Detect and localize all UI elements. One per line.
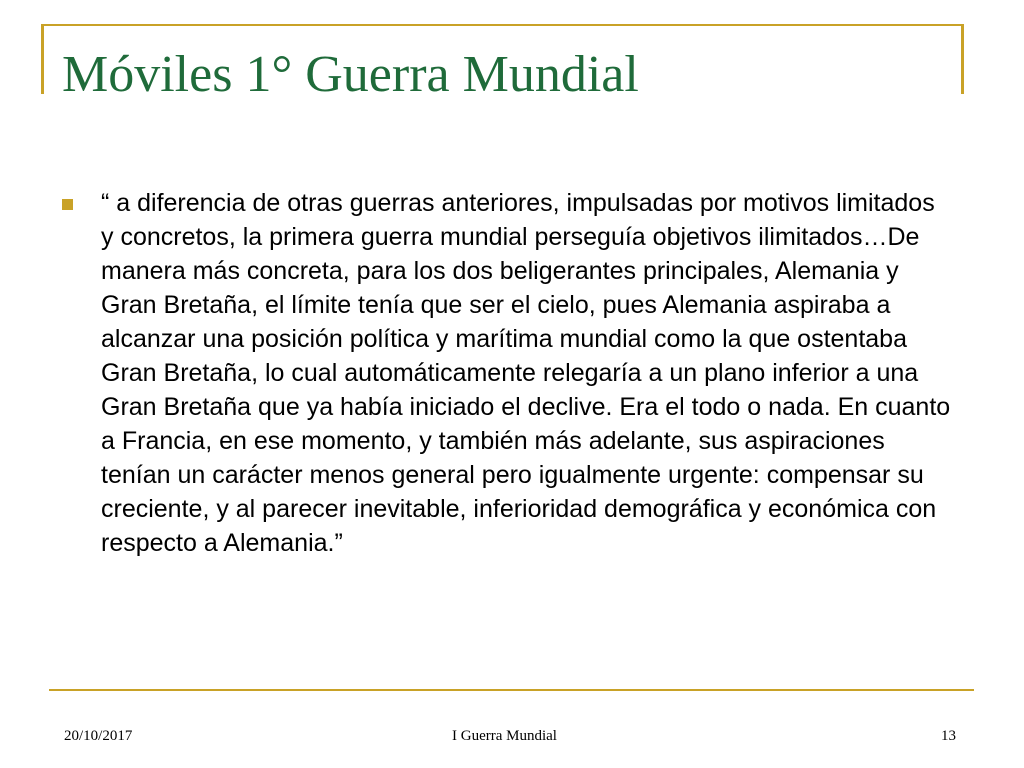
- square-bullet-icon: [62, 199, 73, 210]
- title-frame-right-line: [961, 24, 964, 94]
- footer-date: 20/10/2017: [64, 728, 133, 744]
- slide-title: Móviles 1° Guerra Mundial: [62, 46, 639, 103]
- title-frame-top-line: [41, 24, 964, 26]
- page-number: 13: [941, 728, 956, 744]
- footer-divider-line: [49, 689, 974, 691]
- bullet-text: “ a diferencia de otras guerras anteriores, impulsadas por motivos limitados y concretos, la primera guerra mundial perseguía objetivos ilimitados…De manera más concreta, para los dos beligerantes principales, Alemania y Gran Bretaña, el límite tenía que ser el cielo, pues Alemania aspiraba a alcanzar una posición política y marítima mundial como la que ostentaba Gran Bretaña, lo cual automáticamente relegaría a un plano inferior a una Gran Bretaña que ya había iniciado el declive. Era el todo o nada. En cuanto a Francia, en ese momento, y también más adelante, sus aspiraciones tenían un carácter menos general pero igualmente urgente: compensar su creciente, y al parecer inevitable, inferioridad demográfica y económica con respecto a Alemania.”: [101, 189, 951, 557]
- title-frame-left-line: [41, 24, 44, 94]
- footer-title: I Guerra Mundial: [452, 728, 557, 744]
